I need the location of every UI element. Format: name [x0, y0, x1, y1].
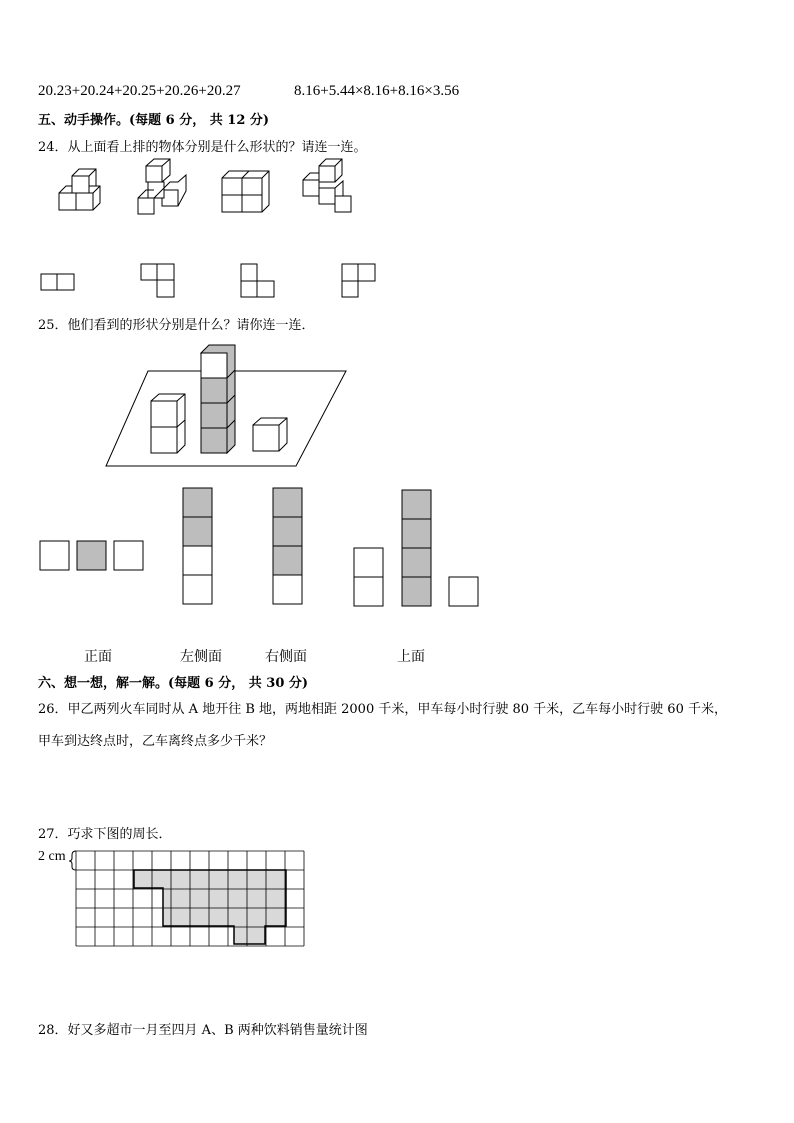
- q26-line1: 26．甲乙两列火车同时从 A 地开往 B 地，两地相距 2000 千米，甲车每小时行驶 80 千米，乙车每小时行驶 60 千米，: [38, 702, 727, 717]
- label-left-side: 左侧面: [180, 649, 222, 665]
- q28-text: 28．好又多超市一月至四月 A、B 两种饮料销售量统计图: [38, 1023, 368, 1038]
- scale-brace: [69, 851, 76, 870]
- expression-left: 20.23+20.24+20.25+20.26+20.27: [38, 83, 241, 99]
- q25-text: 25．他们看到的形状分别是什么？请你连一连．: [38, 318, 315, 333]
- shaded-shape: [134, 870, 286, 944]
- section5-heading: 五、动手操作。(每题 6 分， 共 12 分): [38, 113, 270, 128]
- q27-text: 27．巧求下图的周长．: [38, 827, 172, 842]
- label-right-side: 右侧面: [265, 649, 307, 665]
- label-top: 上面: [397, 649, 425, 665]
- q24-text: 24．从上面看上排的物体分别是什么形状的？请连一连。: [38, 140, 367, 155]
- section6-heading: 六、想一想，解一解。(每题 6 分， 共 30 分): [38, 676, 309, 691]
- grid-scale-label: 2 cm: [38, 849, 66, 864]
- label-front: 正面: [84, 649, 112, 665]
- q26-line2: 甲车到达终点时，乙车离终点多少千米？: [38, 734, 273, 749]
- expression-right: 8.16+5.44×8.16+8.16×3.56: [294, 83, 460, 99]
